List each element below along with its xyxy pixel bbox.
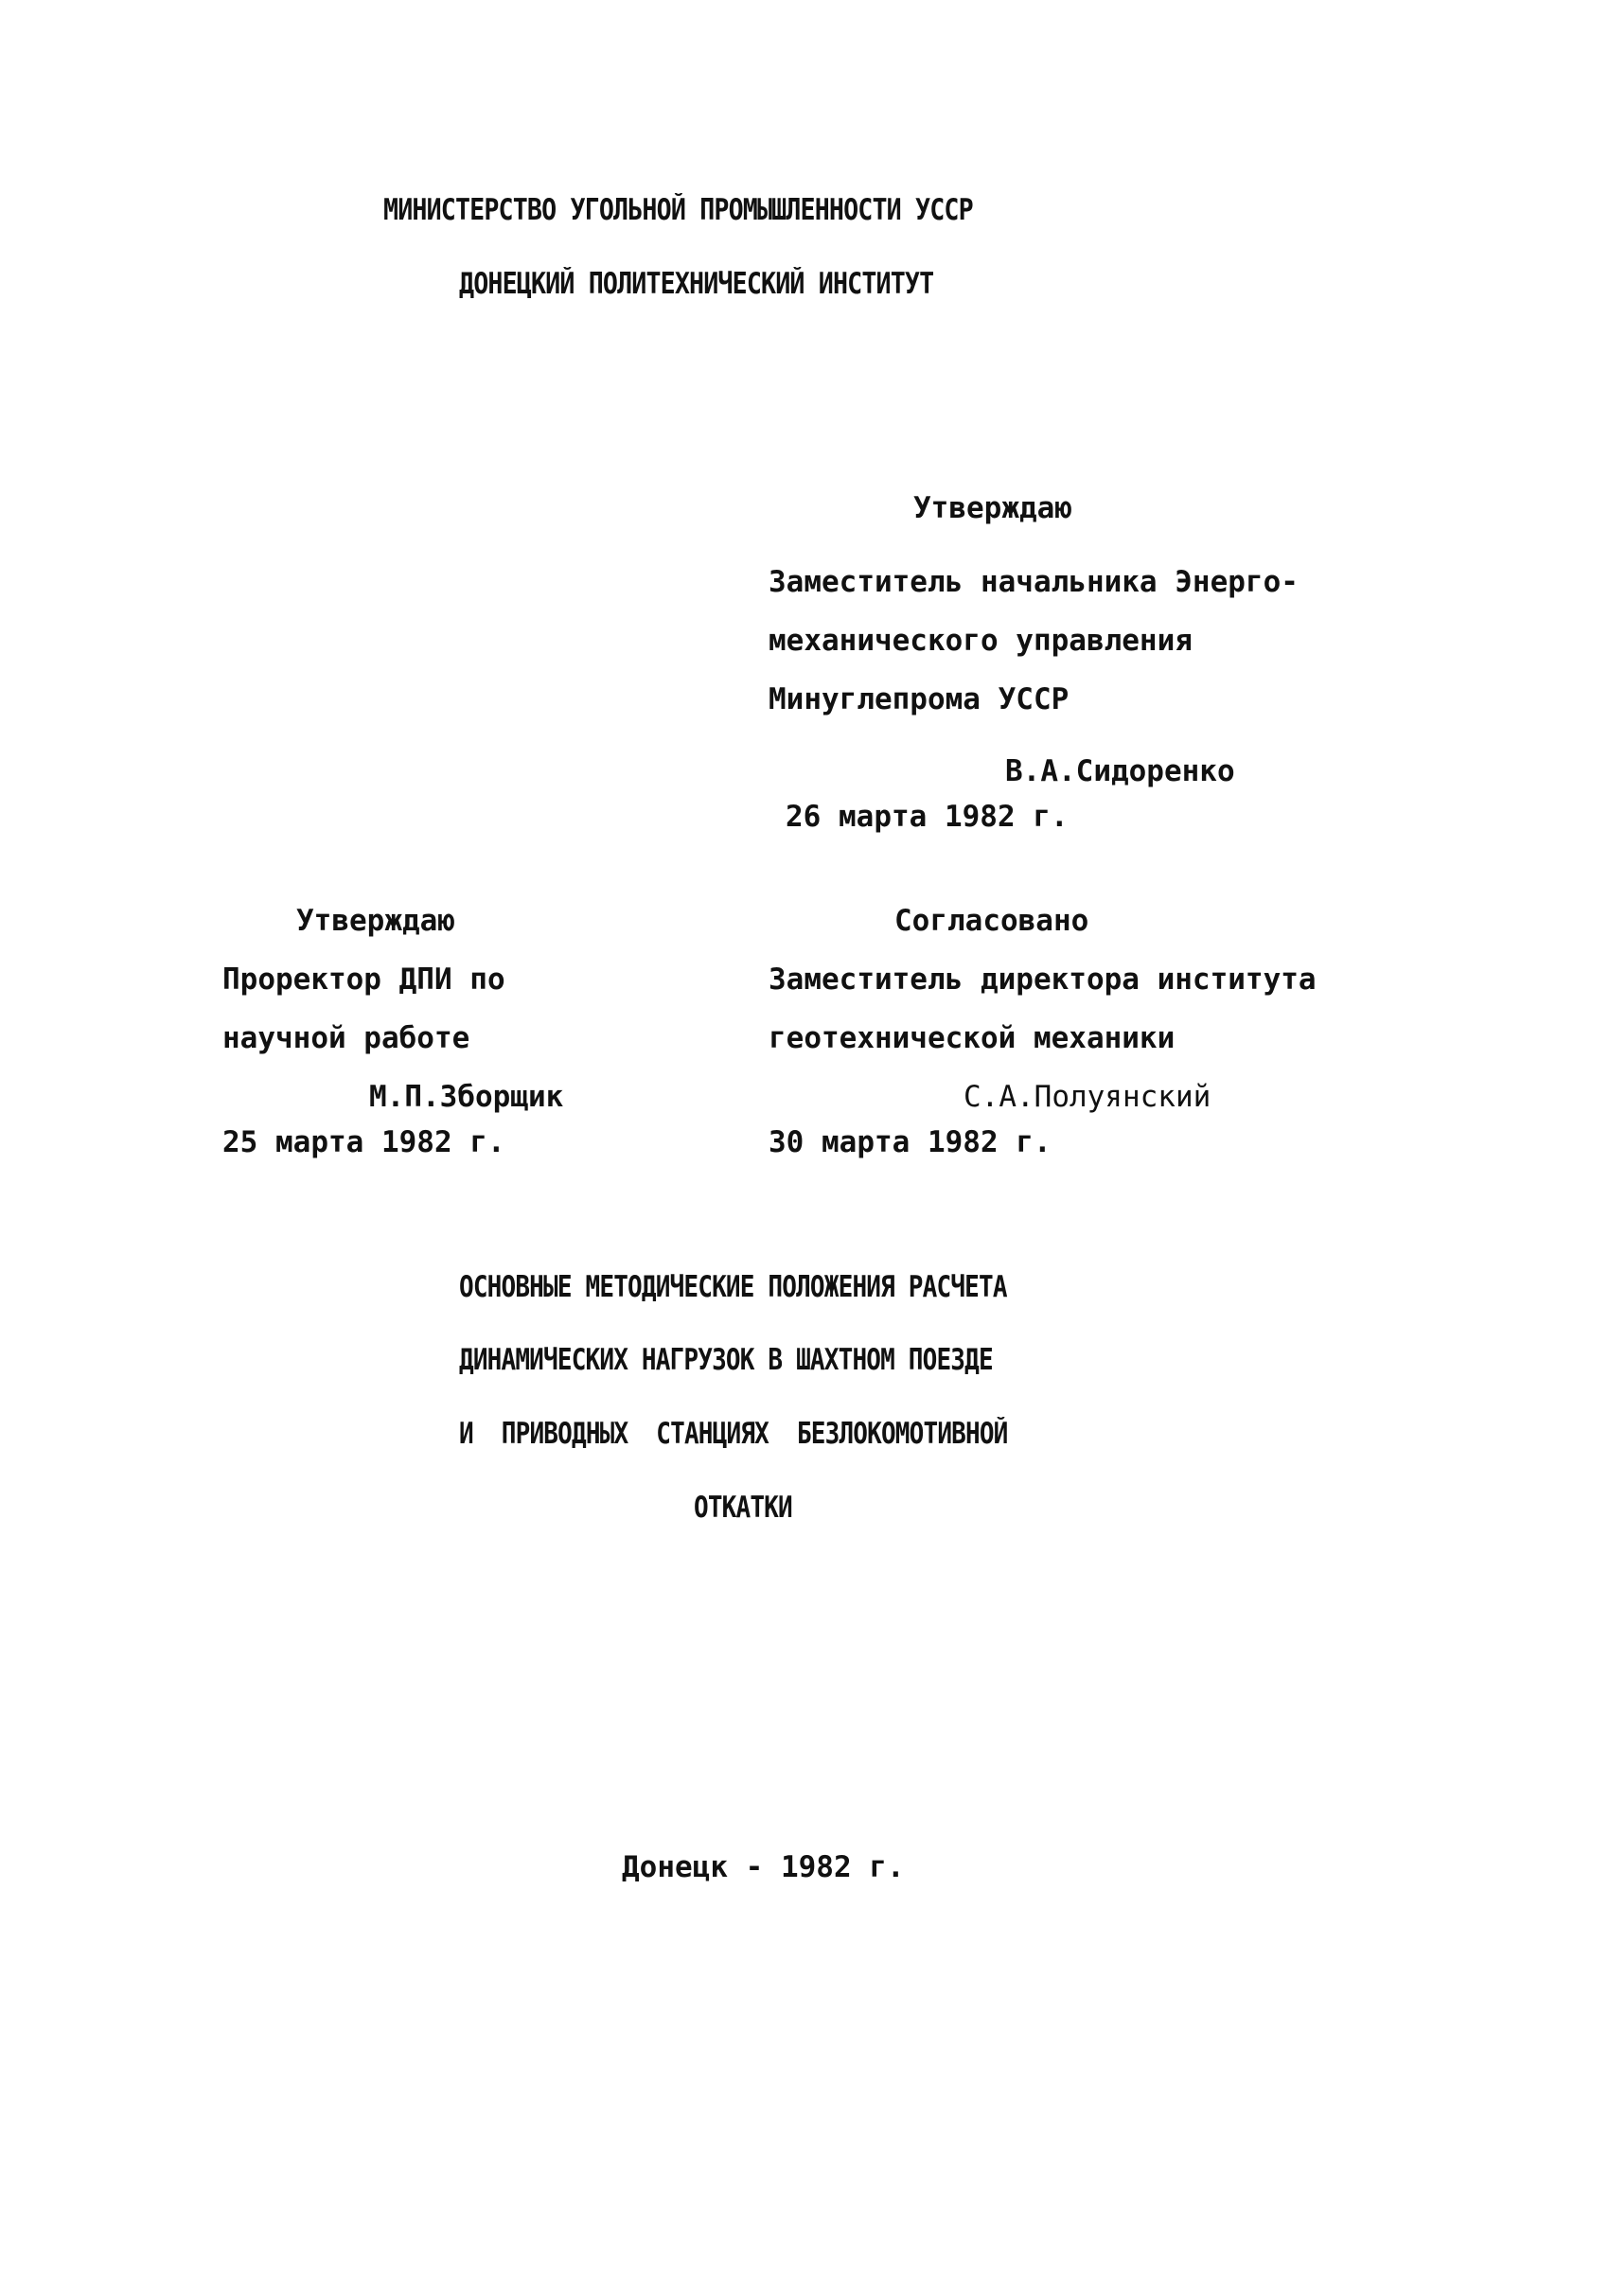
place-year: Донецк - 1982 г.	[622, 1850, 905, 1884]
agreed-right-heading: Согласовано	[894, 904, 1089, 938]
approval-left-date: 25 марта 1982 г.	[222, 1125, 505, 1159]
approval-top-date: 26 марта 1982 г.	[786, 800, 1069, 834]
title-line-1: ОСНОВНЫЕ МЕТОДИЧЕСКИЕ ПОЛОЖЕНИЯ РАСЧЕТА	[459, 1270, 1007, 1304]
approval-left-position-2: научной работе	[222, 1021, 470, 1055]
approval-left-name: М.П.Зборщик	[369, 1080, 564, 1114]
title-line-2: ДИНАМИЧЕСКИХ НАГРУЗОК В ШАХТНОМ ПОЕЗДЕ	[459, 1343, 993, 1377]
approval-left-heading: Утверждаю	[296, 904, 455, 938]
title-line-3: И ПРИВОДНЫХ СТАНЦИЯХ БЕЗЛОКОМОТИВНОЙ	[459, 1417, 1008, 1451]
agreed-right-name: С.А.Полуянский	[964, 1080, 1211, 1114]
approval-top-position-1: Заместитель начальника Энерго-	[769, 565, 1299, 599]
ministry-heading: МИНИСТЕРСТВО УГОЛЬНОЙ ПРОМЫШЛЕННОСТИ УССР	[383, 193, 973, 227]
agreed-right-position-2: геотехнической механики	[769, 1021, 1176, 1055]
approval-left-position-1: Проректор ДПИ по	[222, 963, 505, 997]
approval-top-heading: Утверждаю	[913, 491, 1072, 525]
approval-top-position-3: Минуглепрома УССР	[769, 682, 1070, 716]
approval-top-name: В.А.Сидоренко	[1005, 754, 1235, 788]
agreed-right-date: 30 марта 1982 г.	[769, 1125, 1052, 1159]
approval-top-position-2: механического управления	[769, 624, 1193, 658]
agreed-right-position-1: Заместитель директора института	[769, 963, 1317, 997]
title-line-4: ОТКАТКИ	[694, 1491, 792, 1525]
institute-heading: ДОНЕЦКИЙ ПОЛИТЕХНИЧЕСКИЙ ИНСТИТУТ	[459, 267, 934, 301]
